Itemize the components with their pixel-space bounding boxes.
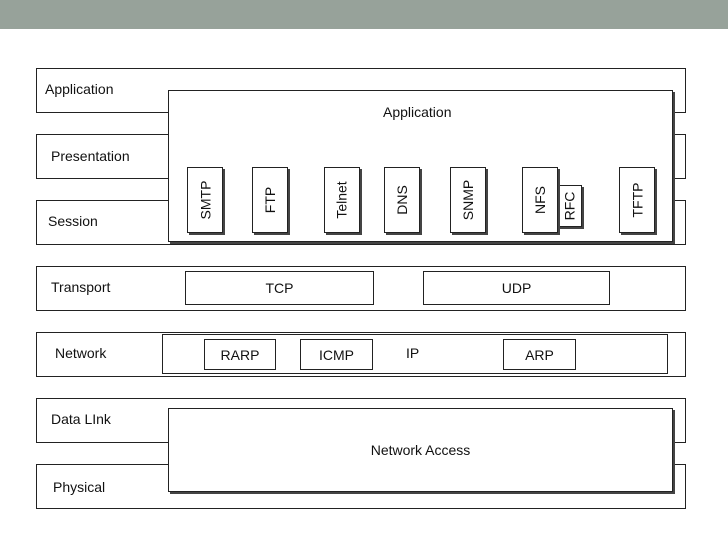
protocol-nfs — [522, 167, 558, 233]
osi-layer-application-label: Application — [45, 81, 114, 97]
tcp-box — [185, 271, 374, 305]
osi-layer-transport-label: Transport — [51, 279, 111, 295]
tcpip-application-label: Application — [383, 104, 452, 120]
protocol-nfs-label: NFS — [532, 186, 548, 214]
protocol-dns — [384, 167, 420, 233]
protocol-rfc-label: RFC — [561, 191, 577, 221]
arp-label: ARP — [525, 346, 554, 363]
protocol-smtp — [187, 167, 223, 233]
osi-layer-physical-label: Physical — [53, 479, 106, 495]
title-bar — [0, 0, 728, 29]
osi-layer-presentation-label: Presentation — [51, 148, 130, 164]
protocol-telnet — [324, 167, 360, 233]
tcp-label: TCP — [265, 280, 294, 296]
osi-layer-session-label: Session — [48, 213, 98, 229]
osi-layer-network-label: Network — [55, 345, 107, 361]
protocol-rfc — [556, 185, 582, 227]
network-access-label: Network Access — [370, 442, 471, 458]
rarp-label: RARP — [220, 346, 260, 363]
protocol-tftp-label: TFTP — [629, 182, 645, 218]
protocol-dns-label: DNS — [394, 185, 410, 215]
protocol-ftp — [252, 167, 288, 233]
protocol-telnet-label: Telnet — [334, 181, 351, 219]
udp-box — [423, 271, 610, 305]
icmp-label: ICMP — [319, 346, 354, 363]
icmp-box — [300, 339, 373, 370]
rarp-box — [204, 339, 276, 370]
network-access-box — [168, 408, 673, 492]
protocol-snmp-label: SNMP — [460, 179, 477, 221]
osi-layer-data-link-label: Data LInk — [51, 411, 111, 427]
arp-box — [503, 339, 576, 370]
protocol-ftp-label: FTP — [261, 186, 278, 214]
udp-label: UDP — [501, 280, 532, 296]
protocol-snmp — [450, 167, 486, 233]
tcpip-application-box — [168, 90, 673, 242]
protocol-tftp — [619, 167, 655, 233]
ip-label: IP — [406, 345, 420, 361]
protocol-smtp-label: SMTP — [197, 180, 214, 220]
